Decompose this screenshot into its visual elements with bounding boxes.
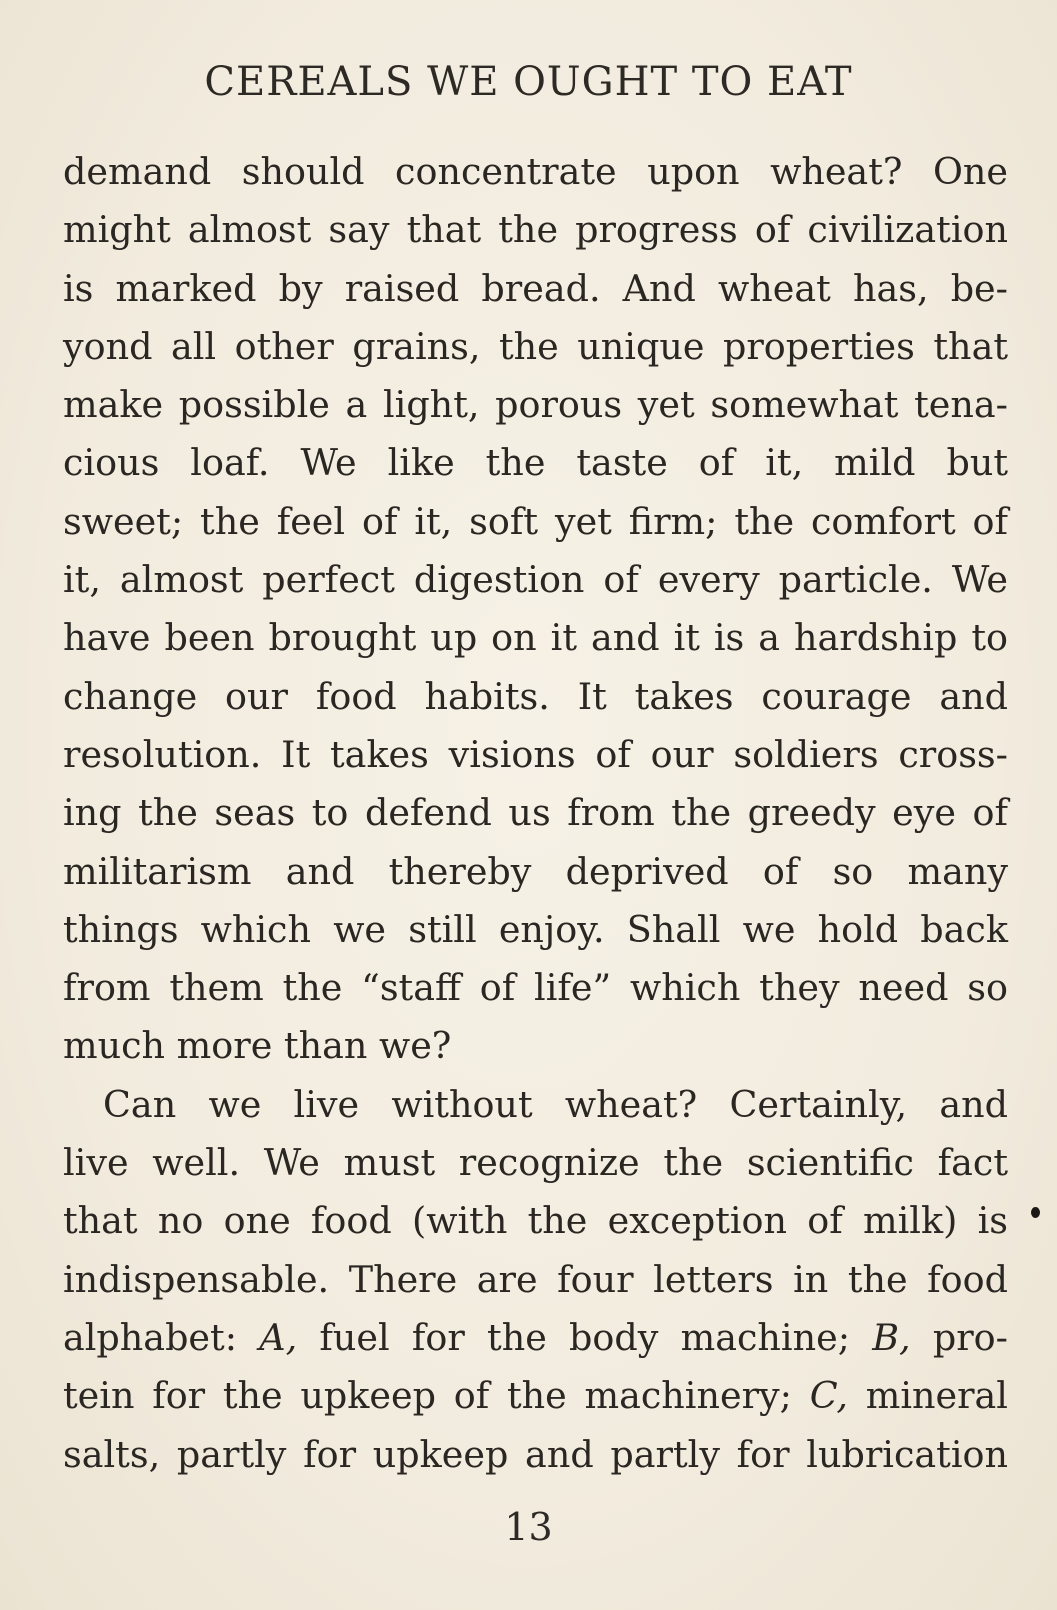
text-line: is marked by raised bread. And wheat has, be- [63,266,1008,310]
text-line: demand should concentrate upon wheat? One [63,150,1008,193]
text-line: ing the seas to defend us from the greedy eye of [63,791,1008,835]
text-line: resolution. It takes visions of our soldiers cross- [63,732,1008,776]
text-line: cious loaf. We like the taste of it, mild but [63,441,1008,485]
ink-dot-mark [1031,1207,1040,1218]
text-line: Can we live without wheat? Certainly, and [103,1082,1008,1126]
running-head: CEREALS WE OUGHT TO EAT [204,59,853,105]
text-line: much more than we? [63,1024,452,1068]
text-line: yond all other grains, the unique properties that [63,324,1008,368]
text-line: indispensable. There are four letters in the food [63,1257,1008,1301]
text-line: it, almost perfect digestion of every particle. We [63,558,1008,602]
body-text [63,143,1008,1484]
text-line: live well. We must recognize the scientific fact [63,1141,1008,1185]
text-line: alphabet: A, fuel for the body machine; B, pro- [63,1315,1008,1359]
text-line: have been brought up on it and it is a hardship to [63,616,1008,660]
text-line: from them the “staff of life” which they need so [63,966,1008,1010]
text-line: salts, partly for upkeep and partly for lubrication [63,1432,1008,1476]
text-line: make possible a light, porous yet somewhat tena- [63,383,1008,427]
text-line: that no one food (with the exception of milk) is [63,1199,1008,1243]
text-line: militarism and thereby deprived of so many [63,849,1008,893]
text-line: sweet; the feel of it, soft yet firm; the comfort of [63,499,1008,543]
text-line: things which we still enjoy. Shall we hold back [63,907,1008,951]
text-line: tein for the upkeep of the machinery; C, mineral [63,1374,1008,1418]
text-line: change our food habits. It takes courage and [63,674,1008,718]
text-line: might almost say that the progress of civilization [63,208,1008,252]
page-number: 13 [504,1505,553,1549]
